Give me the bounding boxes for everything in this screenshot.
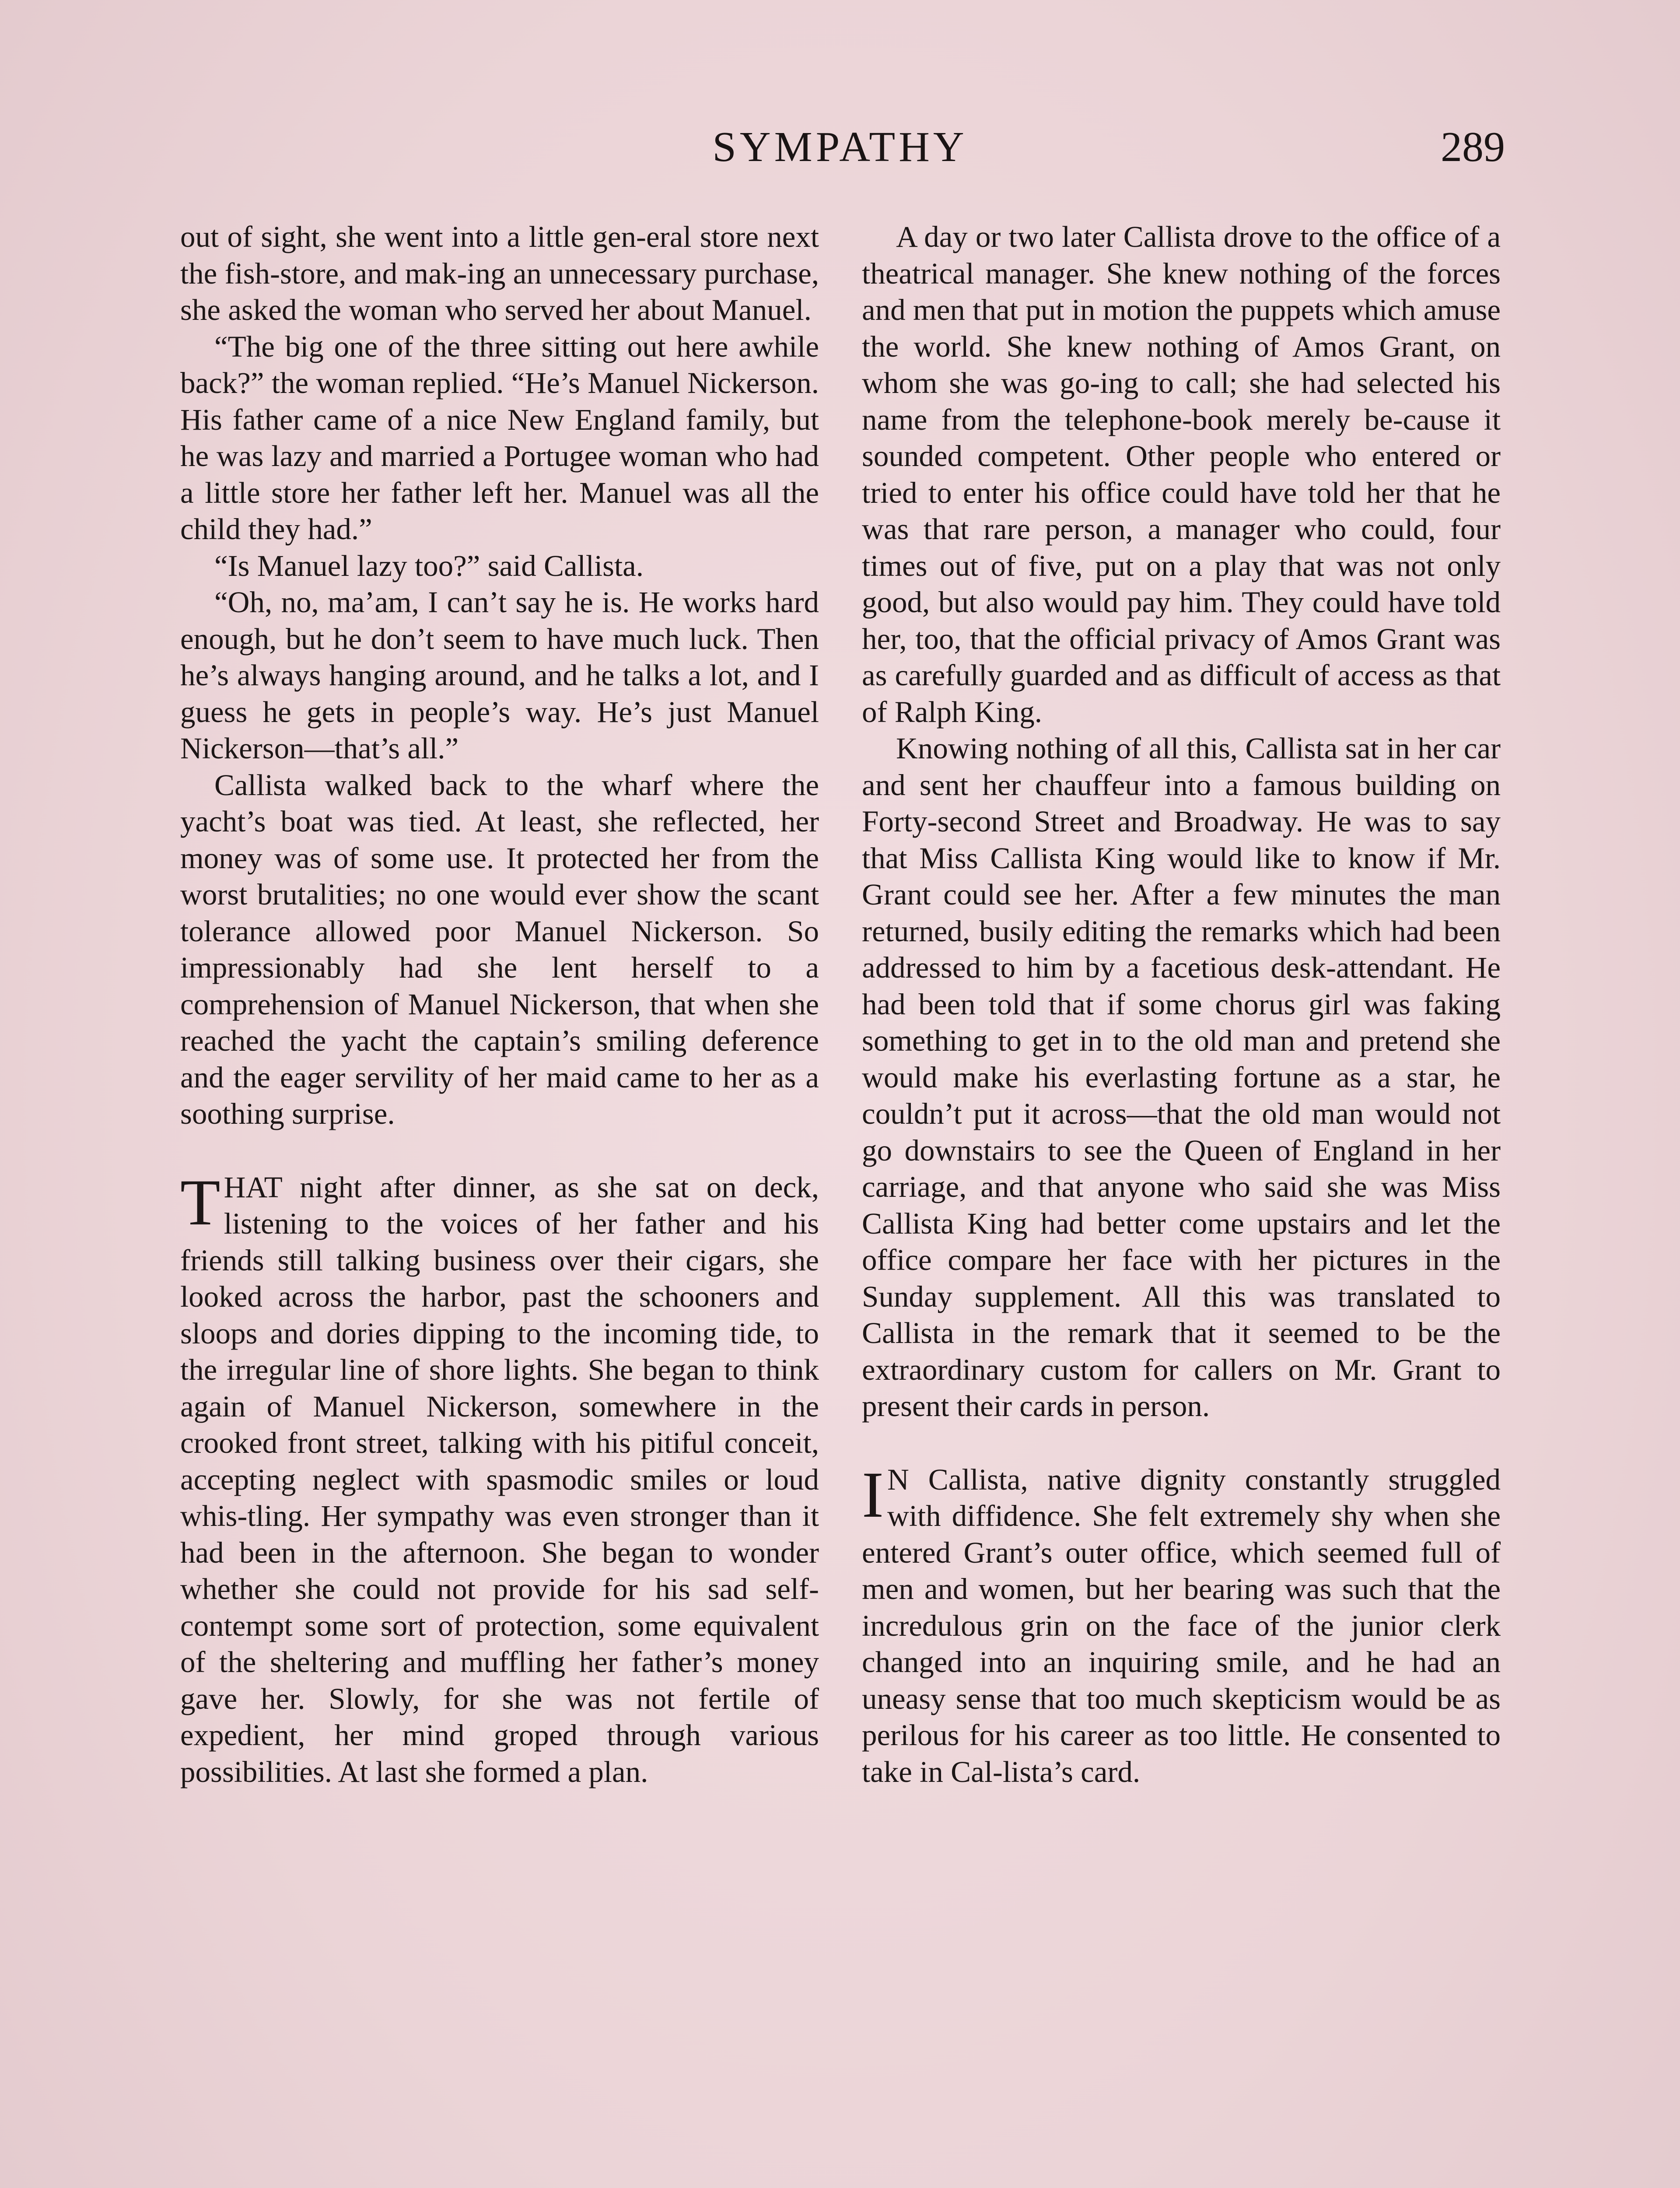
drop-cap: T [180, 1166, 220, 1239]
paragraph-text: HAT night after dinner, as she sat on deck, listening to the voices of her father and his friends still talking business over their cigars, she looked across the harbor, past the schooners and sloops and dories dipping to the incoming tide, to the irregular line of shore lights. She began to think again of Manuel Nickerson, somewhere in the crooked front street, talking with his pitiful conceit, accepting neglect with spasmodic smiles or loud whis-tling. Her sympathy was even stronger than it had been in the afternoon. She began to wonder whether she could not provide for his sad self-contempt some sort of protection, some equivalent of the sheltering and muffling her father’s money gave her. Slowly, for she was not fertile of expedient, her mind groped through various possibilities. At last she formed a plan. [180, 1170, 819, 1788]
paragraph: Knowing nothing of all this, Callista sat in her car and sent her chauffeur into a famous building on Forty-second Street and Broadway. He was to say that Miss Callista King would like to know if Mr. Grant could see her. After a few minutes the man returned, busily editing the remarks which had been addressed to him by a facetious desk-attendant. He had been told that if some chorus girl was faking something to get in to the old man and pretend she would make his everlasting fortune as a star, he couldn’t put it across—that the old man would not go downstairs to see the Queen of England in her carriage, and that anyone who said she was Miss Callista King had better come upstairs and let the office compare her face with her pictures in the Sunday supplement. All this was translated to Callista in the remark that it seemed to be the extraordinary custom for callers on Mr. Grant to present their cards in person. [862, 732, 1501, 1423]
drop-cap: I [862, 1458, 884, 1531]
paragraph: “The big one of the three sitting out here awhile back?” the woman replied. “He’s Manuel Nickerson. His father came of a nice New England family, but he was lazy and married a Portugee woman who had a little store her father left her. Manuel was all the child they had.” [180, 330, 819, 546]
section-paragraph [180, 1166, 819, 1791]
paragraph: “Is Manuel lazy too?” said Callista. [214, 549, 644, 582]
section-paragraph [862, 1458, 1501, 1791]
paragraph: “Oh, no, ma’am, I can’t say he is. He works hard enough, but he don’t seem to have much luck. Then he’s always hanging around, and he talks a lot, and I guess he gets in people’s way. He’s just Manuel Nickerson—that’s all.” [180, 586, 819, 765]
paragraph-text: N Callista, native dignity constantly struggled with diffidence. She felt extremely shy when she entered Grant’s outer office, which seemed full of men and women, but her bearing was such that the incredulous grin on the face of the junior clerk changed into an inquiring smile, and he had an uneasy sense that too much skepticism would be as perilous for his career as too little. He consented to take in Cal-lista’s card. [862, 1462, 1501, 1788]
paragraph: out of sight, she went into a little gen-eral store next the fish-store, and mak-ing an unnecessary purchase, she asked the woman who served her about Manuel. [180, 220, 819, 326]
right-column [862, 219, 1501, 1790]
paragraph: Callista walked back to the wharf where the yacht’s boat was tied. At least, she reflected, her money was of some use. It protected her from the worst brutalities; no one would ever show the scant tolerance allowed poor Manuel Nickerson. So impressionably had she lent herself to a comprehension of Manuel Nickerson, that when she reached the yacht the captain’s smiling deference and the eager servility of her maid came to her as a soothing surprise. [180, 768, 819, 1130]
page-header [175, 123, 1505, 175]
page-number: 289 [1441, 123, 1505, 171]
running-title: SYMPATHY [712, 123, 968, 171]
left-column [180, 219, 819, 1790]
paragraph: A day or two later Callista drove to the office of a theatrical manager. She knew nothing of the forces and men that put in motion the puppets which amuse the world. She knew nothing of Amos Grant, on whom she was go-ing to call; she had selected his name from the telephone-book merely be-cause it sounded competent. Other people who entered or tried to enter his office could have told her that he was that rare person, a manager who could, four times out of five, put on a play that was not only good, but also would pay him. They could have told her, too, that the official privacy of Amos Grant was as carefully guarded and as difficult of access as that of Ralph King. [862, 220, 1501, 729]
